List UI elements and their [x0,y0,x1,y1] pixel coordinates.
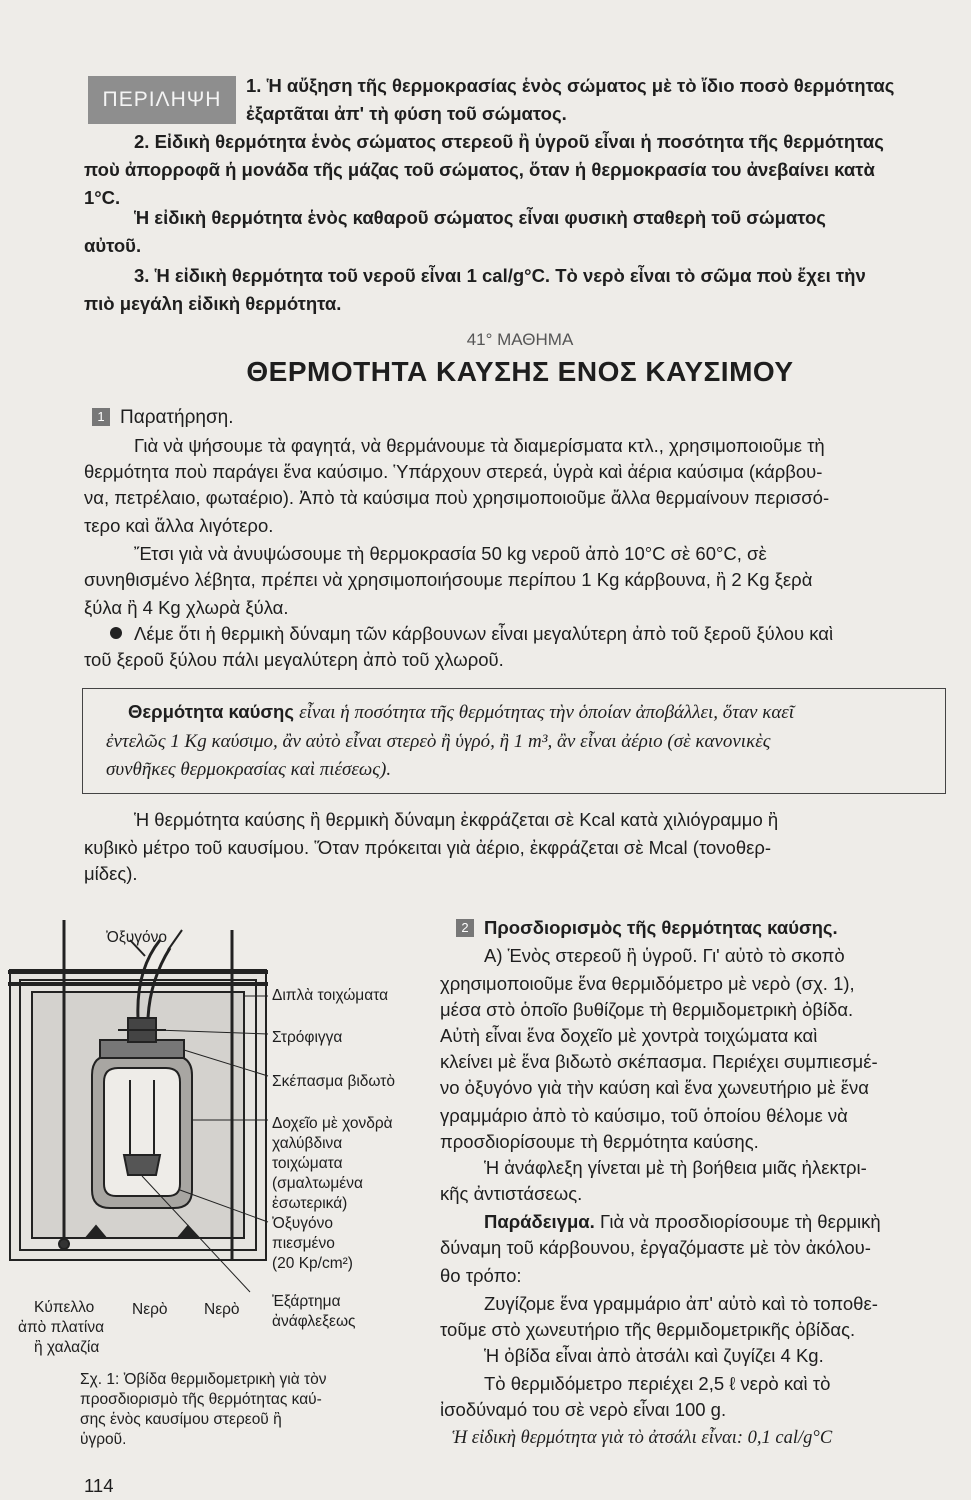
section2-line: χρησιμοποιοῦμε ἕνα θερμιδόμετρο μὲ νερὸ (σχ. 1), [440,973,855,994]
label-container: Δοχεῖο μὲ χονδρὰ [272,1115,393,1132]
section2-line: δύναμη τοῦ κάρβουνου, ἐργαζόμαστε μὲ τὸν ἀκόλου- [440,1237,871,1258]
summary-p2-line3: 1°C. [84,187,121,208]
section2-line: γραμμάριο ἀπὸ τὸ καύσιμο, τοῦ ὁποίου θέλομε νὰ [440,1105,848,1126]
section1-line: συνηθισμένο λέβητα, πρέπει νὰ χρησιμοποιήσουμε περίπου 1 Kg κάρβουνα, ἢ 2 Kg ξερὰ [84,569,813,590]
section2-line: Ἡ ἀνάφλεξη γίνεται μὲ τὴ βοήθεια μιᾶς ἠλεκτρι- [484,1157,867,1178]
section1-number: 1 [92,408,110,426]
page-number: 114 [84,1475,114,1496]
summary-p2-line1: 2. Εἰδικὴ θερμότητα ἑνὸς σώματος στερεοῦ ἢ ὑγροῦ εἶναι ἡ ποσότητα τῆς θερμότητας [134,131,884,152]
section2-line: Γιὰ νὰ προσδιορίσουμε τὴ θερμικὴ [599,1211,881,1232]
section2-line: τοῦμε στὸ χωνευτήριο τῆς θερμιδομετρικῆς ὀβίδας. [440,1319,856,1340]
section2-line: ἰσοδύναμό του σὲ νερὸ εἶναι 100 g. [440,1399,727,1420]
section2-line: Ζυγίζομε ἕνα γραμμάριο ἀπ' αὐτὸ καὶ τὸ τοποθε- [484,1293,878,1314]
units-line: Ἡ θερμότητα καύσης ἢ θερμικὴ δύναμη ἐκφράζεται σὲ Kcal κατὰ χιλιόγραμμο ἢ [134,809,779,830]
definition-line2: ἐντελῶς 1 Kg καύσιμο, ἂν αὐτὸ εἶναι στερεὸ ἢ ὑγρό, ἢ 1 m³, ἂν εἶναι ἀέριο (σὲ κανονικὲς [106,731,771,752]
example-label: Παράδειγμα. [484,1211,595,1232]
label-container: ἐσωτερικά) [272,1195,348,1212]
label-cup: ἀπὸ πλατίνα [18,1319,105,1336]
section2-line: κῆς ἀντιστάσεως. [440,1183,583,1204]
section1-line: τοῦ ξεροῦ ξύλου πάλι μεγαλύτερη ἀπὸ τοῦ χλωροῦ. [84,649,504,670]
section1-line: τερο καὶ ἄλλα λιγότερο. [84,515,274,536]
label-pressurized: Ὀξυγόνο [272,1215,333,1232]
section1-header [92,404,234,432]
definition-term: Θερμότητα καύσης [128,701,294,722]
section1-line: Λέμε ὅτι ἡ θερμικὴ δύναμη τῶν κάρβουνων εἶναι μεγαλύτερη ἀπὸ τοῦ ξεροῦ ξύλου καὶ [134,623,834,644]
section1-line: ξύλα ἢ 4 Kg χλωρὰ ξύλα. [84,597,289,618]
section2-line: Α) Ἑνὸς στερεοῦ ἢ ὑγροῦ. Γι' αὐτὸ τὸ σκοπὸ [484,945,845,966]
figure-caption: προσδιορισμὸ τῆς θερμότητας καύ- [80,1391,322,1408]
summary-p2b-line2: αὐτοῦ. [84,235,142,256]
section2-line: μέσα στὸ ὁποῖο βυθίζομε τὴ θερμιδομετρικὴ ὀβίδα. [440,999,854,1020]
summary-p3-line1: 3. Ἡ εἰδικὴ θερμότητα τοῦ νεροῦ εἶναι 1 cal/g°C. Τὸ νερὸ εἶναι τὸ σῶμα ποὺ ἔχει τὴν [134,265,866,286]
label-ignition: Ἐξάρτημα [272,1293,341,1310]
summary-p2-line2: ποὺ ἀπορροφᾶ ἡ μονάδα τῆς μάζας τοῦ σώματος, ὅταν ἡ θερμοκρασία του ἀνεβαίνει κατὰ [84,159,875,180]
label-water: Νερὸ [204,1301,240,1318]
section2-line: Αὐτὴ εἶναι ἕνα δοχεῖο μὲ χοντρὰ τοιχώματα καὶ [440,1025,818,1046]
label-screw-lid: Σκέπασμα βιδωτὸ [272,1073,396,1090]
section2-line: Ἡ ὀβίδα εἶναι ἀπὸ ἀτσάλι καὶ ζυγίζει 4 Kg. [484,1345,824,1366]
figure-caption: ὑγροῦ. [80,1431,127,1448]
label-pressurized: πιεσμένο [272,1235,335,1252]
section2-number: 2 [456,919,474,937]
figure-caption: σης ἑνὸς καυσίμου στερεοῦ ἢ [80,1411,282,1428]
units-line: μίδες). [84,863,138,884]
summary-p3-line2: πιὸ μεγάλη εἰδικὴ θερμότητα. [84,293,342,314]
bullet-dot [110,627,122,639]
section2-line: προσδιορίσουμε τὴ θερμότητα καύσης. [440,1131,759,1152]
label-oxygen: Ὀξυγόνο [106,929,167,946]
label-container: (σμαλτωμένα [272,1175,363,1192]
label-ignition: ἀνάφλεξεως [272,1313,356,1330]
section2-line: νο ὀξυγόνο γιὰ τὴν καύση καὶ ἕνα χωνευτήριο μὲ ἕνα [440,1077,869,1098]
summary-p1-line1: 1. Ἡ αὔξηση τῆς θερμοκρασίας ἑνὸς σώματος μὲ τὸ ἴδιο ποσὸ θερμότητας [246,75,895,96]
definition-line3: συνθῆκες θερμοκρασίας καὶ πιέσεως). [106,759,392,780]
label-pressurized: (20 Kp/cm²) [272,1255,353,1272]
section1-line: θερμότητα ποὺ παράγει ἕνα καύσιμο. Ὑπάρχουν στερεά, ὑγρὰ καὶ ἀέρια καύσιμα (κάρβου- [84,461,823,482]
figure-caption: Σχ. 1: Ὀβίδα θερμιδομετρικὴ γιὰ τὸν [80,1371,327,1388]
summary-badge: ΠΕΡΙΛΗΨΗ [88,76,236,124]
section2-heading: Προσδιορισμὸς τῆς θερμότητας καύσης. [484,917,838,938]
section1-heading: Παρατήρηση. [120,407,234,428]
section2-line: Τὸ θερμιδόμετρο περιέχει 2,5 ℓ νερὸ καὶ τὸ [484,1373,831,1394]
label-water: Νερὸ [132,1301,168,1318]
section2-header [456,914,838,942]
units-line: κυβικὸ μέτρο τοῦ καυσίμου. Ὅταν πρόκειται γιὰ ἀέριο, ἐκφράζεται σὲ Mcal (τονοθερ- [84,837,772,858]
summary-p2b-line1: Ἡ εἰδικὴ θερμότητα ἑνὸς καθαροῦ σώματος εἶναι φυσικὴ σταθερὴ τοῦ σώματος [134,207,826,228]
definition-line1 [128,698,794,727]
label-container: τοιχώματα [272,1155,343,1172]
label-container: χαλύβδινα [272,1135,343,1152]
summary-p1-line2: ἐξαρτᾶται ἀπ' τὴ φύση τοῦ σώματος. [246,103,567,124]
section2-line: θο τρόπο: [440,1265,522,1286]
label-valve: Στρόφιγγα [272,1029,343,1046]
section1-line: να, πετρέλαιο, φωταέριο). Ἀπὸ τὰ καύσιμα ποὺ χρησιμοποιοῦμε ἄλλα θερμαίνουν περισσό- [84,487,830,508]
section2-example-line [484,1208,881,1236]
label-cup: Κύπελλο [34,1299,95,1316]
section2-line: Ἡ εἰδικὴ θερμότητα γιὰ τὸ ἀτσάλι εἶναι: 0,1 cal/g°C [452,1428,833,1448]
lesson-title: ΘΕΡΜΟΤΗΤΑ ΚΑΥΣΗΣ ΕΝΟΣ ΚΑΥΣΙΜΟΥ [246,356,794,387]
label-double-walls: Διπλὰ τοιχώματα [272,987,389,1004]
definition-text: εἶναι ἡ ποσότητα τῆς θερμότητας τὴν ὁποίαν ἀποβάλλει, ὅταν καεῖ [299,702,795,723]
section1-line: Γιὰ νὰ ψήσουμε τὰ φαγητά, νὰ θερμάνουμε τὰ διαμερίσματα κτλ., χρησιμοποιοῦμε τὴ [134,435,825,456]
lesson-number: 41° ΜΑΘΗΜΑ [466,330,574,349]
section1-line: Ἔτσι γιὰ νὰ ἀνυψώσουμε τὴ θερμοκρασία 50 kg νεροῦ ἀπὸ 10°C σὲ 60°C, σὲ [134,543,767,564]
label-cup: ἢ χαλαζία [34,1339,100,1356]
section2-line: κλείνει μὲ ἕνα βιδωτὸ σκέπασμα. Περιέχει συμπιεσμέ- [440,1051,878,1072]
calorimeter-diagram [0,900,440,1320]
